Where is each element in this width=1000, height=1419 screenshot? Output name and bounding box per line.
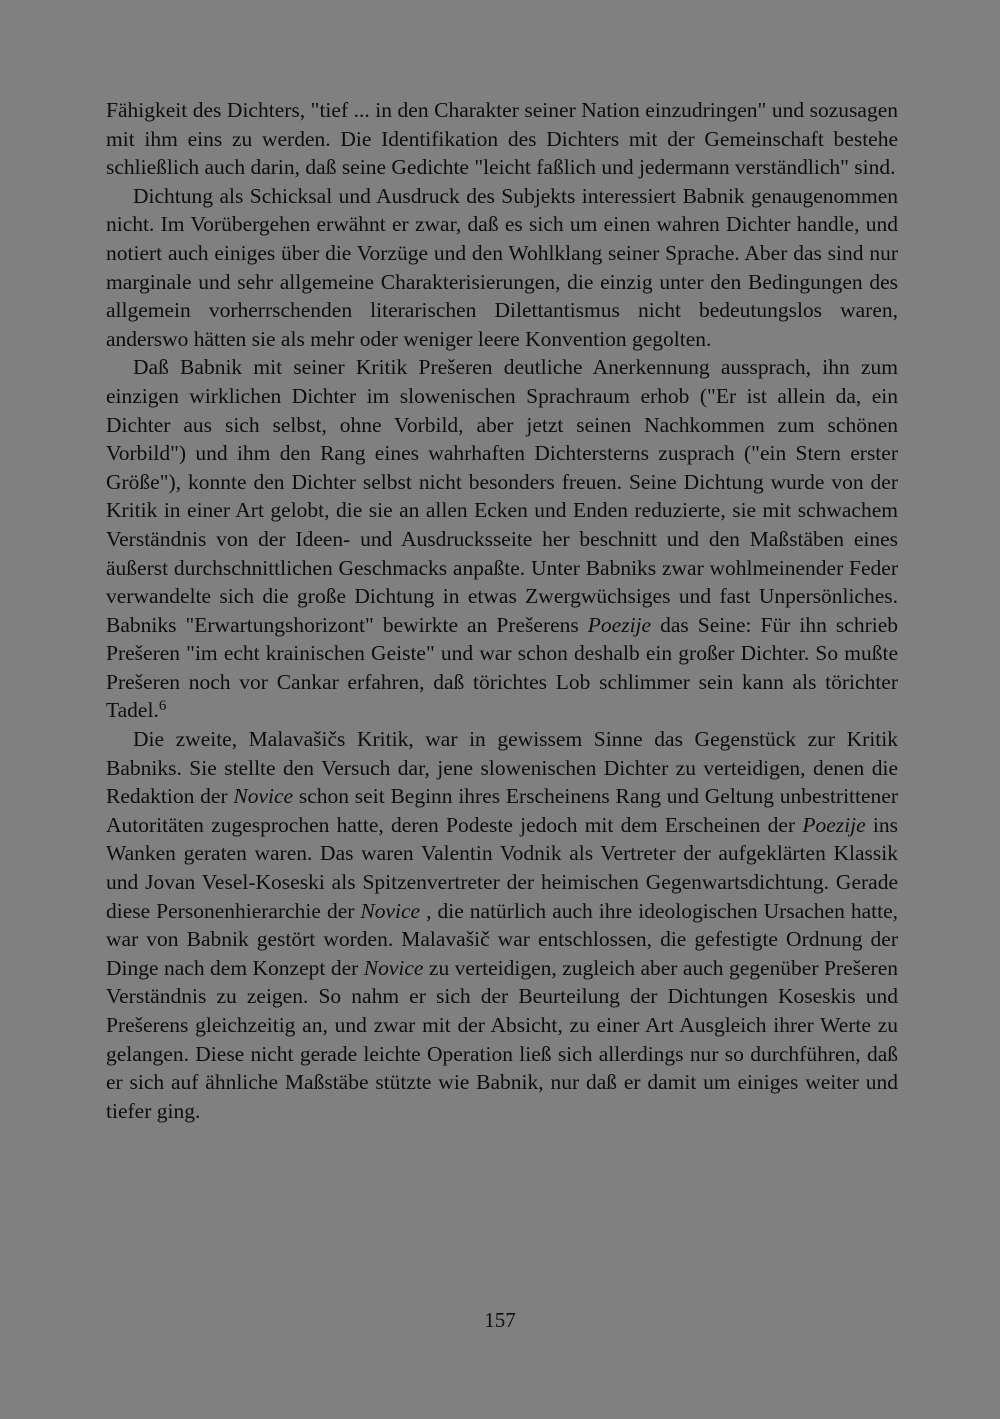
paragraph [106,182,898,354]
text-run: das Seine: Für ihn schrieb Prešeren "im echt krainischen Geiste" und war schon deshalb ein großer Dichter. So mußte Prešeren noch vor Cankar erfahren, daß törichtes Lob schlimmer sein kann als törichter Tadel. [106,612,898,723]
paragraph [106,725,898,1125]
text-run: , die natürlich auch ihre ideologischen Ursachen hatte, war von Babnik gestört worden. Malavašič war entschlossen, die gefestigte Ordnung der Dinge nach dem Konzept der [106,898,898,980]
text-run: Die zweite, Malavašičs Kritik, war in gewissem Sinne das Gegenstück zur Kritik Babniks. Sie stellte den Versuch dar, jene slowenischen Dichter zu verteidigen, denen die Redaktion der [106,727,898,809]
page-number: 157 [484,1308,516,1332]
italic-title: Novice [363,955,424,980]
italic-title: Poezije [587,612,652,637]
text-run: schon seit Beginn ihres Erscheinens Rang und Geltung unbestrittener Autoritäten zugesprochen hatte, deren Podeste jedoch mit dem Erscheinen der [106,784,899,837]
body-text [106,96,898,1125]
text-run: Daß Babnik mit seiner Kritik Prešeren deutliche Anerkennung aussprach, ihn zum einzigen wirklichen Dichter im slowenischen Sprachraum erhob ("Er ist allein da, ein Dichter aus sich selbst, ohne Vorbild, aber jetzt seinen Nachkommen zum schönen Vorbild") und ihm den Rang eines wahrhaften Dichtersterns zusprach ("ein Stern erster Größe"), konnte den Dichter selbst nicht besonders freuen. Seine Dichtung wurde von der Kritik in einer Art gelobt, die sie an allen Ecken und Enden reduzierte, sie mit schwachem Verständnis von der Ideen- und Ausdrucksseite her beschnitt und den Maßstäben eines äußerst durchschnittlichen Geschmacks anpaßte. Unter Babniks zwar wohlmeinender Feder verwandelte sich die große Dichtung in etwas Zwergwüchsiges und fast Unpersönliches. Babniks "Erwartungshorizont" bewirkte an Prešerens [106,355,898,637]
paragraph [106,353,898,725]
footnote-reference: 6 [158,698,167,715]
italic-title: Novice [233,784,294,809]
italic-title: Novice [360,898,421,923]
italic-title: Poezije [802,812,866,837]
text-run: ins Wanken geraten waren. Das waren Valentin Vodnik als Vertreter der aufgeklärten Klassik und Jovan Vesel-Koseski als Spitzenvertreter der heimischen Gegenwartsdichtung. Gerade diese Personenhierarchie der [106,812,898,923]
text-run: Dichtung als Schicksal und Ausdruck des Subjekts interessiert Babnik genaugenommen nicht. Im Vorübergehen erwähnt er zwar, daß es sich um einen wahren Dichter handle, und notiert auch einiges über die Vorzüge und den Wohlklang seiner Sprache. Aber das sind nur marginale und sehr allgemeine Charakterisierungen, die einzig unter den Bedingungen des allgemein vorherrschenden literarischen Dilettantismus nicht bedeutungslos waren, anderswo hätten sie als mehr oder weniger leere Konvention gegolten. [106,183,898,351]
text-run: Fähigkeit des Dichters, "tief ... in den Charakter seiner Nation einzudringen" und sozusagen mit ihm eins zu werden. Die Identifikation des Dichters mit der Gemeinschaft bestehe schließlich auch darin, daß seine Gedichte "leicht faßlich und jedermann verständlich" sind. [106,98,898,180]
paragraph [106,96,898,182]
text-run: zu verteidigen, zugleich aber auch gegenüber Prešeren Verständnis zu zeigen. So nahm er sich der Beurteilung der Dichtungen Koseskis und Prešerens gleichzeitig an, und zwar mit der Absicht, zu einer Art Ausgleich ihrer Werte zu gelangen. Diese nicht gerade leichte Operation ließ sich allerdings nur so durchführen, daß er sich auf ähnliche Maßstäbe stützte wie Babnik, nur daß er damit um einiges weiter und tiefer ging. [106,955,898,1123]
